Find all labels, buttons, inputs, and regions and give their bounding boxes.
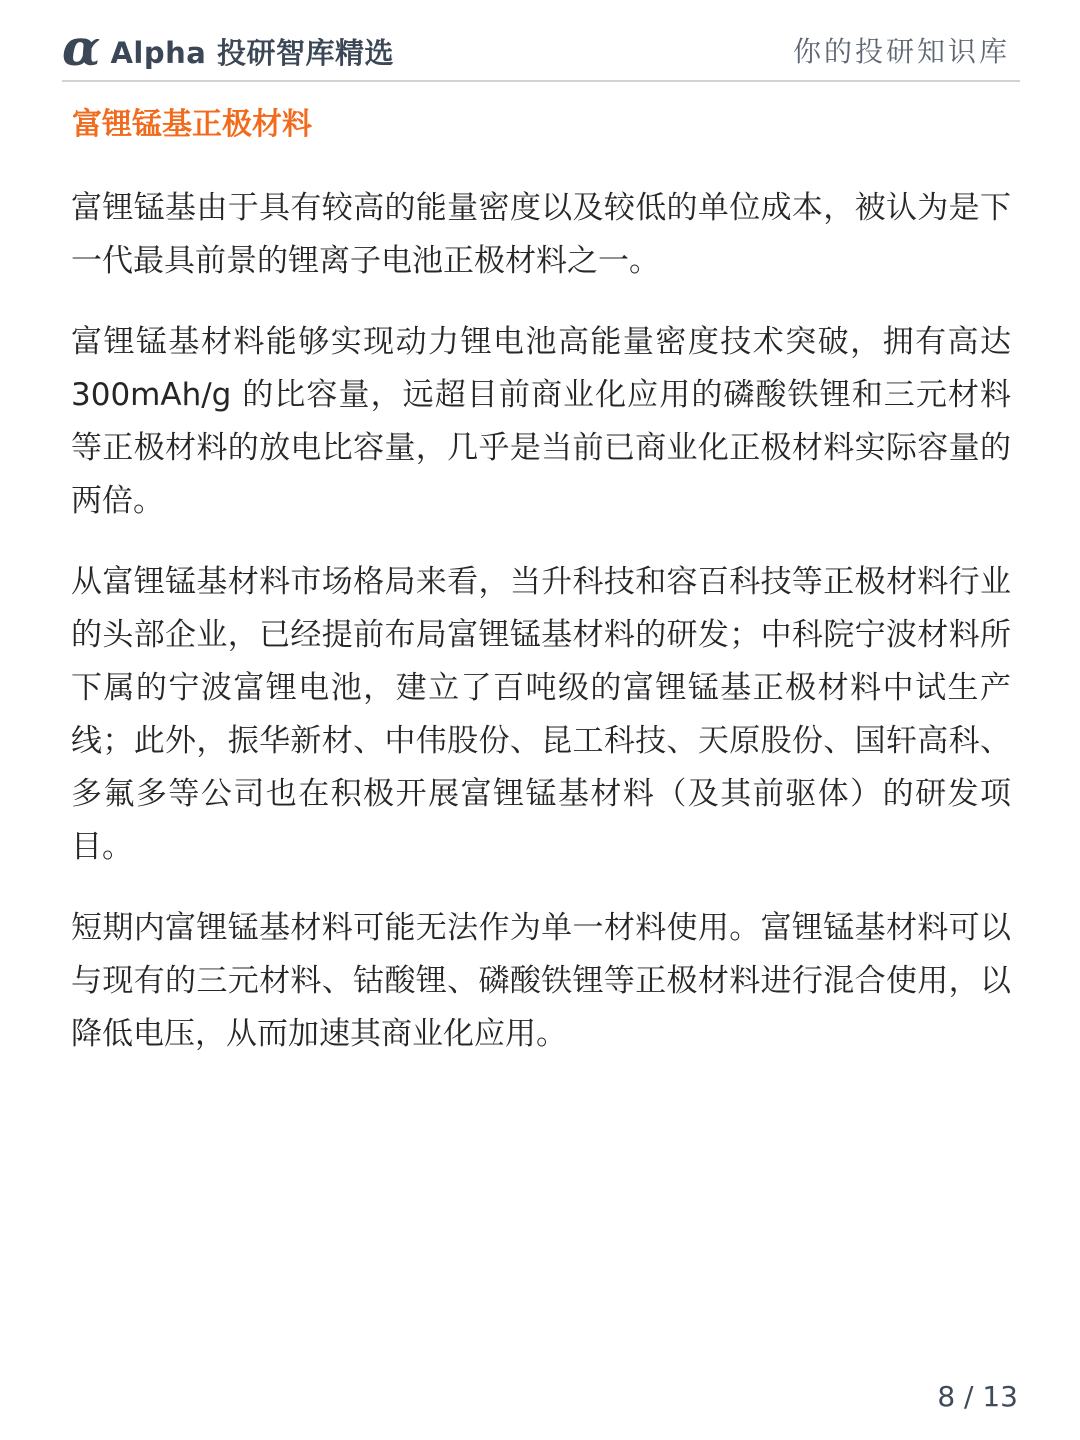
paragraph-4: 短期内富锂锰基材料可能无法作为单一材料使用。富锂锰基材料可以与现有的三元材料、钴酸锂、磷酸铁锂等正极材料进行混合使用，以降低电压，从而加速其商业化应用。 <box>71 910 1011 1052</box>
paragraph-2: 富锂锰基材料能够实现动力锂电池高能量密度技术突破，拥有高达300mAh/g 的比容量，远超目前商业化应用的磷酸铁锂和三元材料等正极材料的放电比容量，几乎是当前已商业化正极材料实际容量的两倍。 <box>71 324 1011 519</box>
alpha-logo-icon: α <box>62 18 101 77</box>
paragraph-1: 富锂锰基由于具有较高的能量密度以及较低的单位成本，被认为是下一代最具前景的锂离子电池正极材料之一。 <box>71 190 1011 279</box>
article-body <box>71 182 1011 1089</box>
page-header <box>62 18 1020 82</box>
paragraph-3: 从富锂锰基材料市场格局来看，当升科技和容百科技等正极材料行业的头部企业，已经提前布局富锂锰基材料的研发；中科院宁波材料所下属的宁波富锂电池，建立了百吨级的富锂锰基正极材料中试生产线；此外，振华新材、中伟股份、昆工科技、天原股份、国轩高科、多氟多等公司也在积极开展富锂锰基材料（及其前驱体）的研发项目。 <box>71 564 1011 865</box>
section-title: 富锂锰基正极材料 <box>72 107 312 142</box>
page-number: 8 / 13 <box>937 1380 1018 1413</box>
brand-logo <box>62 18 394 77</box>
header-tagline: 你的投研知识库 <box>792 35 1010 68</box>
brand-name: Alpha 投研智库精选 <box>110 36 394 70</box>
